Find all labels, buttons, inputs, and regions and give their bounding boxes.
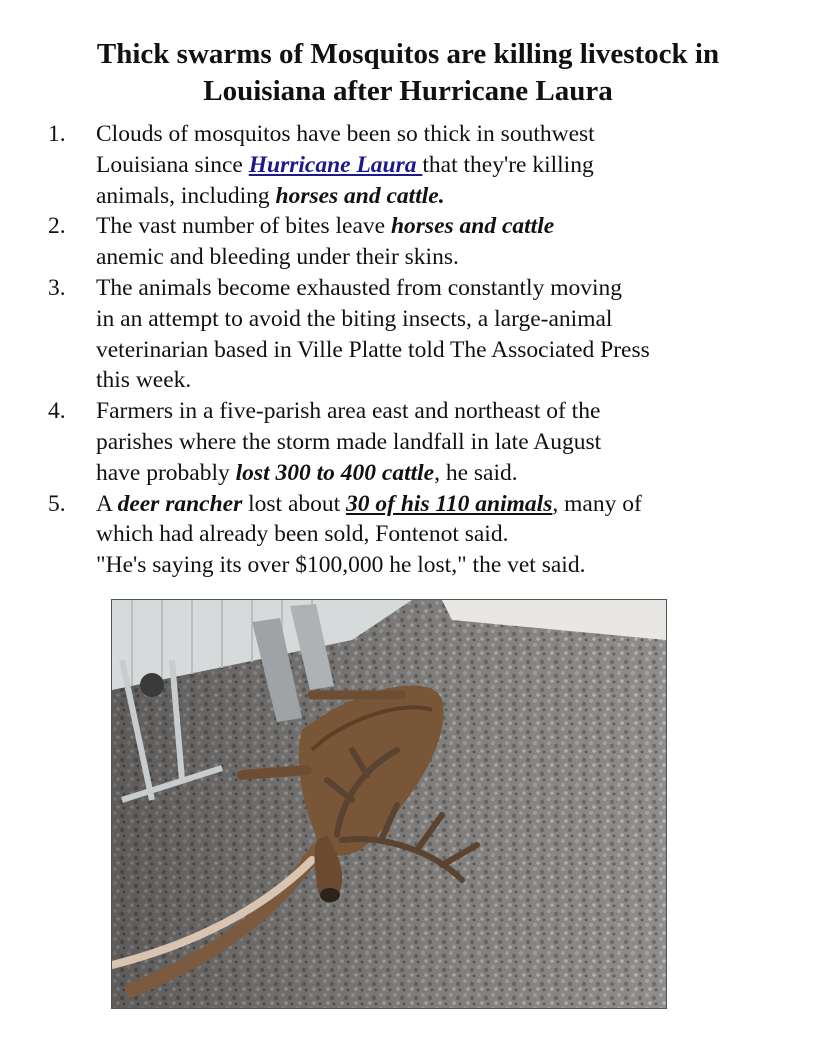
item-text-line: anemic and bleeding under their skins.	[96, 244, 459, 271]
item-text-line: "He's saying its over $100,000 he lost," the vet said.	[96, 552, 586, 579]
item-text-line	[96, 181, 748, 212]
text-segment: Louisiana since	[96, 151, 249, 178]
emphasis-text: deer rancher	[117, 490, 243, 517]
text-segment: that they're killing	[422, 151, 594, 178]
item-text-line: parishes where the storm made landfall in late August	[96, 428, 602, 455]
article-list	[48, 119, 748, 581]
item-text-line	[96, 211, 748, 242]
item-number: 4.	[48, 398, 66, 425]
item-number: 2.	[48, 213, 66, 240]
text-segment: lost about	[242, 490, 347, 517]
hurricane-laura-link[interactable]: Hurricane Laura	[248, 151, 423, 178]
dead-deer-photo	[111, 599, 667, 1009]
list-item	[48, 273, 748, 396]
emphasis-text: horses and cattle.	[275, 182, 445, 209]
deer-leg	[242, 770, 307, 775]
wheel	[140, 673, 164, 697]
page-title: Thick swarms of Mosquitos are killing livestock in Louisiana after Hurricane Laura	[96, 38, 720, 107]
item-text-line: Clouds of mosquitos have been so thick in southwest	[96, 121, 595, 147]
item-text-line	[96, 150, 748, 181]
item-number: 5.	[48, 490, 66, 517]
list-item	[48, 211, 748, 273]
item-text-line	[96, 489, 748, 520]
text-segment: A	[96, 490, 118, 517]
emphasis-underline-text: 30 of his 110 animals	[346, 490, 553, 517]
item-number: 3.	[48, 274, 66, 301]
text-segment: , he said.	[434, 459, 518, 486]
deer-nose	[320, 888, 340, 902]
list-item	[48, 119, 748, 211]
text-segment: The vast number of bites leave	[96, 213, 391, 240]
item-text-line	[96, 458, 748, 489]
item-text-line: veterinarian based in Ville Platte told The Associated Press	[96, 336, 650, 363]
text-segment: have probably	[96, 459, 236, 486]
text-segment: , many of	[552, 490, 642, 517]
list-item	[48, 396, 748, 488]
list-item	[48, 489, 748, 581]
item-text-line: The animals become exhausted from constantly moving	[96, 274, 622, 301]
item-text-line: in an attempt to avoid the biting insects, a large-animal	[96, 305, 613, 332]
item-text-line: this week.	[96, 367, 192, 394]
item-number: 1.	[48, 121, 66, 147]
emphasis-text: horses and cattle	[390, 213, 555, 240]
text-segment: animals, including	[96, 182, 276, 209]
photo-illustration	[112, 600, 666, 1008]
emphasis-text: lost 300 to 400 cattle	[235, 459, 435, 486]
item-text-line: which had already been sold, Fontenot said.	[96, 521, 509, 548]
item-text-line: Farmers in a five-parish area east and northeast of the	[96, 398, 601, 425]
